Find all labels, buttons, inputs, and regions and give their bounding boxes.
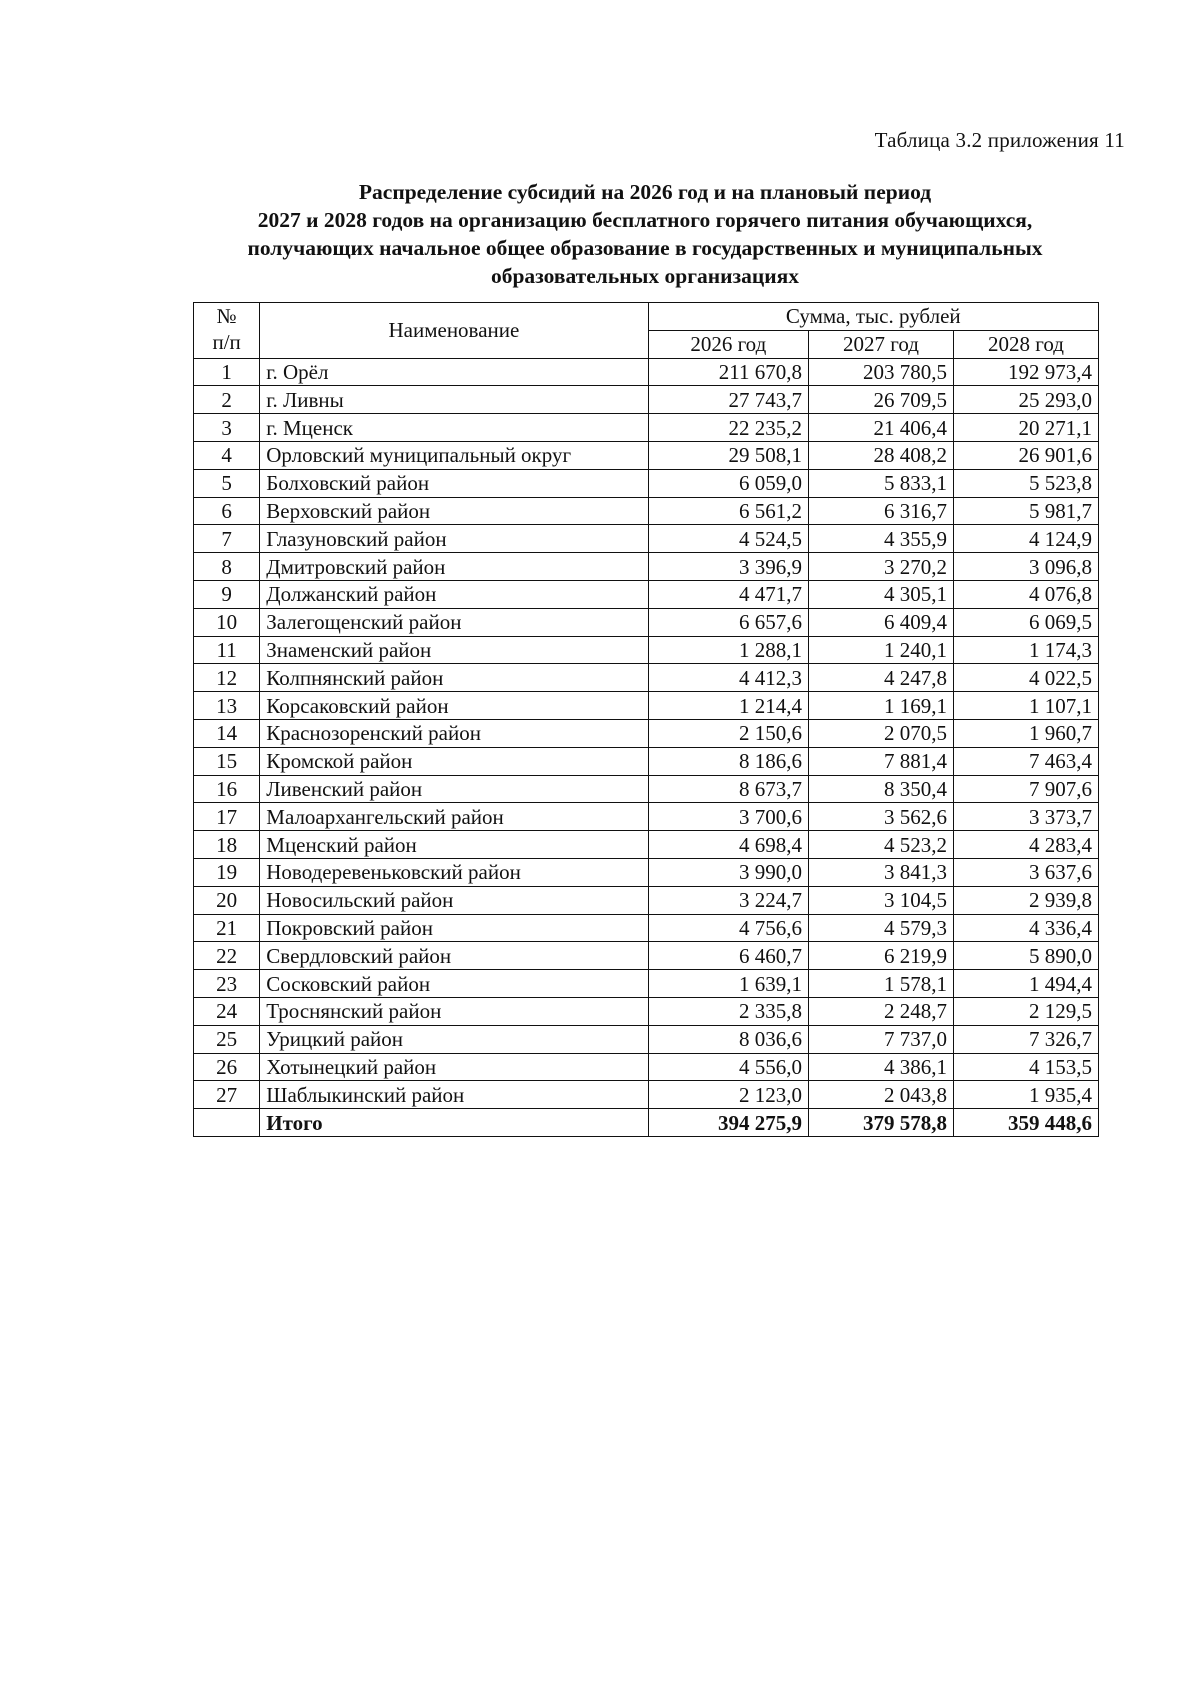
- header-sum: Сумма, тыс. рублей: [648, 303, 1098, 331]
- row-value-2028: 1 960,7: [953, 719, 1098, 747]
- row-value-2027: 4 247,8: [809, 664, 954, 692]
- row-name: Залегощенский район: [260, 608, 648, 636]
- row-name: Верховский район: [260, 497, 648, 525]
- row-name: Краснозоренский район: [260, 719, 648, 747]
- row-value-2027: 203 780,5: [809, 358, 954, 386]
- row-value-2027: 4 305,1: [809, 580, 954, 608]
- row-value-2027: 4 579,3: [809, 914, 954, 942]
- row-name: Шаблыкинский район: [260, 1081, 648, 1109]
- row-value-2026: 6 460,7: [648, 942, 808, 970]
- row-number: 21: [194, 914, 260, 942]
- row-name: Болховский район: [260, 469, 648, 497]
- table-row: [194, 497, 1099, 525]
- row-name: г. Ливны: [260, 386, 648, 414]
- row-number: 6: [194, 497, 260, 525]
- row-value-2028: 4 153,5: [953, 1053, 1098, 1081]
- table-row: [194, 970, 1099, 998]
- row-value-2028: 25 293,0: [953, 386, 1098, 414]
- row-number: 25: [194, 1025, 260, 1053]
- row-name: Хотынецкий район: [260, 1053, 648, 1081]
- row-value-2028: 3 373,7: [953, 803, 1098, 831]
- row-value-2026: 1 214,4: [648, 692, 808, 720]
- row-value-2026: 2 335,8: [648, 997, 808, 1025]
- row-number: 24: [194, 997, 260, 1025]
- row-value-2026: 211 670,8: [648, 358, 808, 386]
- title-line: Распределение субсидий на 2026 год и на плановый период: [358, 180, 932, 204]
- row-value-2027: 26 709,5: [809, 386, 954, 414]
- table-row: [194, 858, 1099, 886]
- total-2028: 359 448,6: [953, 1109, 1098, 1137]
- row-value-2026: 27 743,7: [648, 386, 808, 414]
- row-value-2028: 6 069,5: [953, 608, 1098, 636]
- table-body: [194, 358, 1099, 1109]
- row-name: Троснянский район: [260, 997, 648, 1025]
- row-value-2026: 4 556,0: [648, 1053, 808, 1081]
- row-number: 18: [194, 831, 260, 859]
- row-value-2027: 6 316,7: [809, 497, 954, 525]
- row-value-2026: 8 186,6: [648, 747, 808, 775]
- row-number: 13: [194, 692, 260, 720]
- row-value-2027: 7 737,0: [809, 1025, 954, 1053]
- row-number: 15: [194, 747, 260, 775]
- row-value-2026: 4 756,6: [648, 914, 808, 942]
- header-year-2028: 2028 год: [953, 330, 1098, 358]
- row-value-2028: 2 939,8: [953, 886, 1098, 914]
- row-value-2027: 6 219,9: [809, 942, 954, 970]
- row-value-2026: 3 700,6: [648, 803, 808, 831]
- row-name: Свердловский район: [260, 942, 648, 970]
- table-row: [194, 386, 1099, 414]
- row-number: 8: [194, 553, 260, 581]
- row-value-2028: 4 022,5: [953, 664, 1098, 692]
- table-row: [194, 1081, 1099, 1109]
- row-value-2027: 3 270,2: [809, 553, 954, 581]
- row-number: 2: [194, 386, 260, 414]
- row-value-2027: 1 578,1: [809, 970, 954, 998]
- table-row: [194, 441, 1099, 469]
- row-number: 12: [194, 664, 260, 692]
- row-value-2026: 1 639,1: [648, 970, 808, 998]
- row-number: 10: [194, 608, 260, 636]
- row-value-2028: 20 271,1: [953, 414, 1098, 442]
- table-row: [194, 553, 1099, 581]
- row-value-2026: 4 524,5: [648, 525, 808, 553]
- table-row: [194, 608, 1099, 636]
- total-2026: 394 275,9: [648, 1109, 808, 1137]
- document-title: [190, 178, 1100, 290]
- row-value-2028: 4 283,4: [953, 831, 1098, 859]
- table-row: [194, 1025, 1099, 1053]
- row-value-2028: 26 901,6: [953, 441, 1098, 469]
- header-year-2026: 2026 год: [648, 330, 808, 358]
- row-value-2026: 22 235,2: [648, 414, 808, 442]
- row-value-2027: 4 523,2: [809, 831, 954, 859]
- row-value-2028: 5 981,7: [953, 497, 1098, 525]
- row-name: Сосковский район: [260, 970, 648, 998]
- header-number: [194, 303, 260, 359]
- row-name: Покровский район: [260, 914, 648, 942]
- row-value-2026: 2 123,0: [648, 1081, 808, 1109]
- row-number: 11: [194, 636, 260, 664]
- table-row: [194, 886, 1099, 914]
- row-name: г. Мценск: [260, 414, 648, 442]
- table-row: [194, 942, 1099, 970]
- row-name: Должанский район: [260, 580, 648, 608]
- row-value-2028: 7 907,6: [953, 775, 1098, 803]
- row-number: 27: [194, 1081, 260, 1109]
- row-value-2026: 8 673,7: [648, 775, 808, 803]
- row-value-2028: 4 124,9: [953, 525, 1098, 553]
- row-value-2027: 1 240,1: [809, 636, 954, 664]
- total-number-cell: [194, 1109, 260, 1137]
- row-number: 23: [194, 970, 260, 998]
- row-number: 22: [194, 942, 260, 970]
- row-value-2027: 28 408,2: [809, 441, 954, 469]
- total-label: Итого: [260, 1109, 648, 1137]
- row-value-2027: 4 355,9: [809, 525, 954, 553]
- title-line: 2027 и 2028 годов на организацию бесплатного горячего питания обучающихся,: [257, 208, 1033, 232]
- title-line: получающих начальное общее образование в государственных и муниципальных: [247, 236, 1043, 260]
- total-row: [194, 1109, 1099, 1137]
- row-value-2027: 6 409,4: [809, 608, 954, 636]
- row-value-2026: 1 288,1: [648, 636, 808, 664]
- table-row: [194, 831, 1099, 859]
- row-name: Малоархангельский район: [260, 803, 648, 831]
- header-year-2027: 2027 год: [809, 330, 954, 358]
- row-value-2026: 3 990,0: [648, 858, 808, 886]
- row-value-2028: 2 129,5: [953, 997, 1098, 1025]
- row-name: Колпнянский район: [260, 664, 648, 692]
- row-value-2027: 1 169,1: [809, 692, 954, 720]
- row-name: Глазуновский район: [260, 525, 648, 553]
- header-number-symbol: №: [216, 304, 237, 328]
- row-name: Корсаковский район: [260, 692, 648, 720]
- row-value-2028: 1 107,1: [953, 692, 1098, 720]
- row-value-2027: 3 841,3: [809, 858, 954, 886]
- row-value-2028: 4 076,8: [953, 580, 1098, 608]
- row-number: 9: [194, 580, 260, 608]
- row-value-2026: 4 698,4: [648, 831, 808, 859]
- row-number: 5: [194, 469, 260, 497]
- row-value-2028: 1 935,4: [953, 1081, 1098, 1109]
- table-row: [194, 469, 1099, 497]
- title-line: образовательных организациях: [490, 264, 800, 288]
- row-value-2026: 6 657,6: [648, 608, 808, 636]
- row-value-2026: 29 508,1: [648, 441, 808, 469]
- row-number: 1: [194, 358, 260, 386]
- row-value-2028: 1 174,3: [953, 636, 1098, 664]
- table-row: [194, 414, 1099, 442]
- row-value-2028: 4 336,4: [953, 914, 1098, 942]
- row-value-2027: 21 406,4: [809, 414, 954, 442]
- table-row: [194, 580, 1099, 608]
- row-number: 7: [194, 525, 260, 553]
- row-value-2026: 3 396,9: [648, 553, 808, 581]
- table-row: [194, 747, 1099, 775]
- header-number-abbrev: п/п: [212, 330, 241, 354]
- row-number: 19: [194, 858, 260, 886]
- row-value-2028: 7 463,4: [953, 747, 1098, 775]
- row-value-2027: 7 881,4: [809, 747, 954, 775]
- table-row: [194, 358, 1099, 386]
- row-name: Новодеревеньковский район: [260, 858, 648, 886]
- row-number: 3: [194, 414, 260, 442]
- header-name: Наименование: [260, 303, 648, 359]
- row-name: Орловский муниципальный округ: [260, 441, 648, 469]
- row-value-2027: 4 386,1: [809, 1053, 954, 1081]
- row-number: 17: [194, 803, 260, 831]
- table-row: [194, 914, 1099, 942]
- row-value-2028: 5 523,8: [953, 469, 1098, 497]
- row-value-2027: 5 833,1: [809, 469, 954, 497]
- row-number: 16: [194, 775, 260, 803]
- table-header: [194, 303, 1099, 359]
- row-value-2028: 3 637,6: [953, 858, 1098, 886]
- table-row: [194, 525, 1099, 553]
- row-value-2026: 4 471,7: [648, 580, 808, 608]
- row-number: 14: [194, 719, 260, 747]
- table-row: [194, 803, 1099, 831]
- table-row: [194, 1053, 1099, 1081]
- table-row: [194, 997, 1099, 1025]
- row-value-2027: 2 248,7: [809, 997, 954, 1025]
- row-value-2026: 3 224,7: [648, 886, 808, 914]
- row-number: 26: [194, 1053, 260, 1081]
- row-value-2027: 2 070,5: [809, 719, 954, 747]
- table-row: [194, 692, 1099, 720]
- row-value-2027: 3 562,6: [809, 803, 954, 831]
- appendix-label: Таблица 3.2 приложения 11: [874, 128, 1125, 152]
- row-value-2026: 4 412,3: [648, 664, 808, 692]
- row-name: Кромской район: [260, 747, 648, 775]
- row-name: Дмитровский район: [260, 553, 648, 581]
- row-name: г. Орёл: [260, 358, 648, 386]
- row-name: Урицкий район: [260, 1025, 648, 1053]
- row-value-2028: 7 326,7: [953, 1025, 1098, 1053]
- subsidy-table: [193, 302, 1099, 1137]
- row-value-2028: 192 973,4: [953, 358, 1098, 386]
- table-row: [194, 719, 1099, 747]
- row-value-2028: 5 890,0: [953, 942, 1098, 970]
- row-value-2026: 6 561,2: [648, 497, 808, 525]
- row-number: 4: [194, 441, 260, 469]
- row-value-2028: 3 096,8: [953, 553, 1098, 581]
- table-row: [194, 664, 1099, 692]
- table-row: [194, 775, 1099, 803]
- table-footer: [194, 1109, 1099, 1137]
- row-value-2027: 3 104,5: [809, 886, 954, 914]
- row-value-2027: 2 043,8: [809, 1081, 954, 1109]
- row-value-2026: 2 150,6: [648, 719, 808, 747]
- row-name: Знаменский район: [260, 636, 648, 664]
- row-name: Мценский район: [260, 831, 648, 859]
- total-2027: 379 578,8: [809, 1109, 954, 1137]
- table-row: [194, 636, 1099, 664]
- row-name: Ливенский район: [260, 775, 648, 803]
- row-name: Новосильский район: [260, 886, 648, 914]
- row-value-2026: 6 059,0: [648, 469, 808, 497]
- row-number: 20: [194, 886, 260, 914]
- row-value-2026: 8 036,6: [648, 1025, 808, 1053]
- row-value-2028: 1 494,4: [953, 970, 1098, 998]
- row-value-2027: 8 350,4: [809, 775, 954, 803]
